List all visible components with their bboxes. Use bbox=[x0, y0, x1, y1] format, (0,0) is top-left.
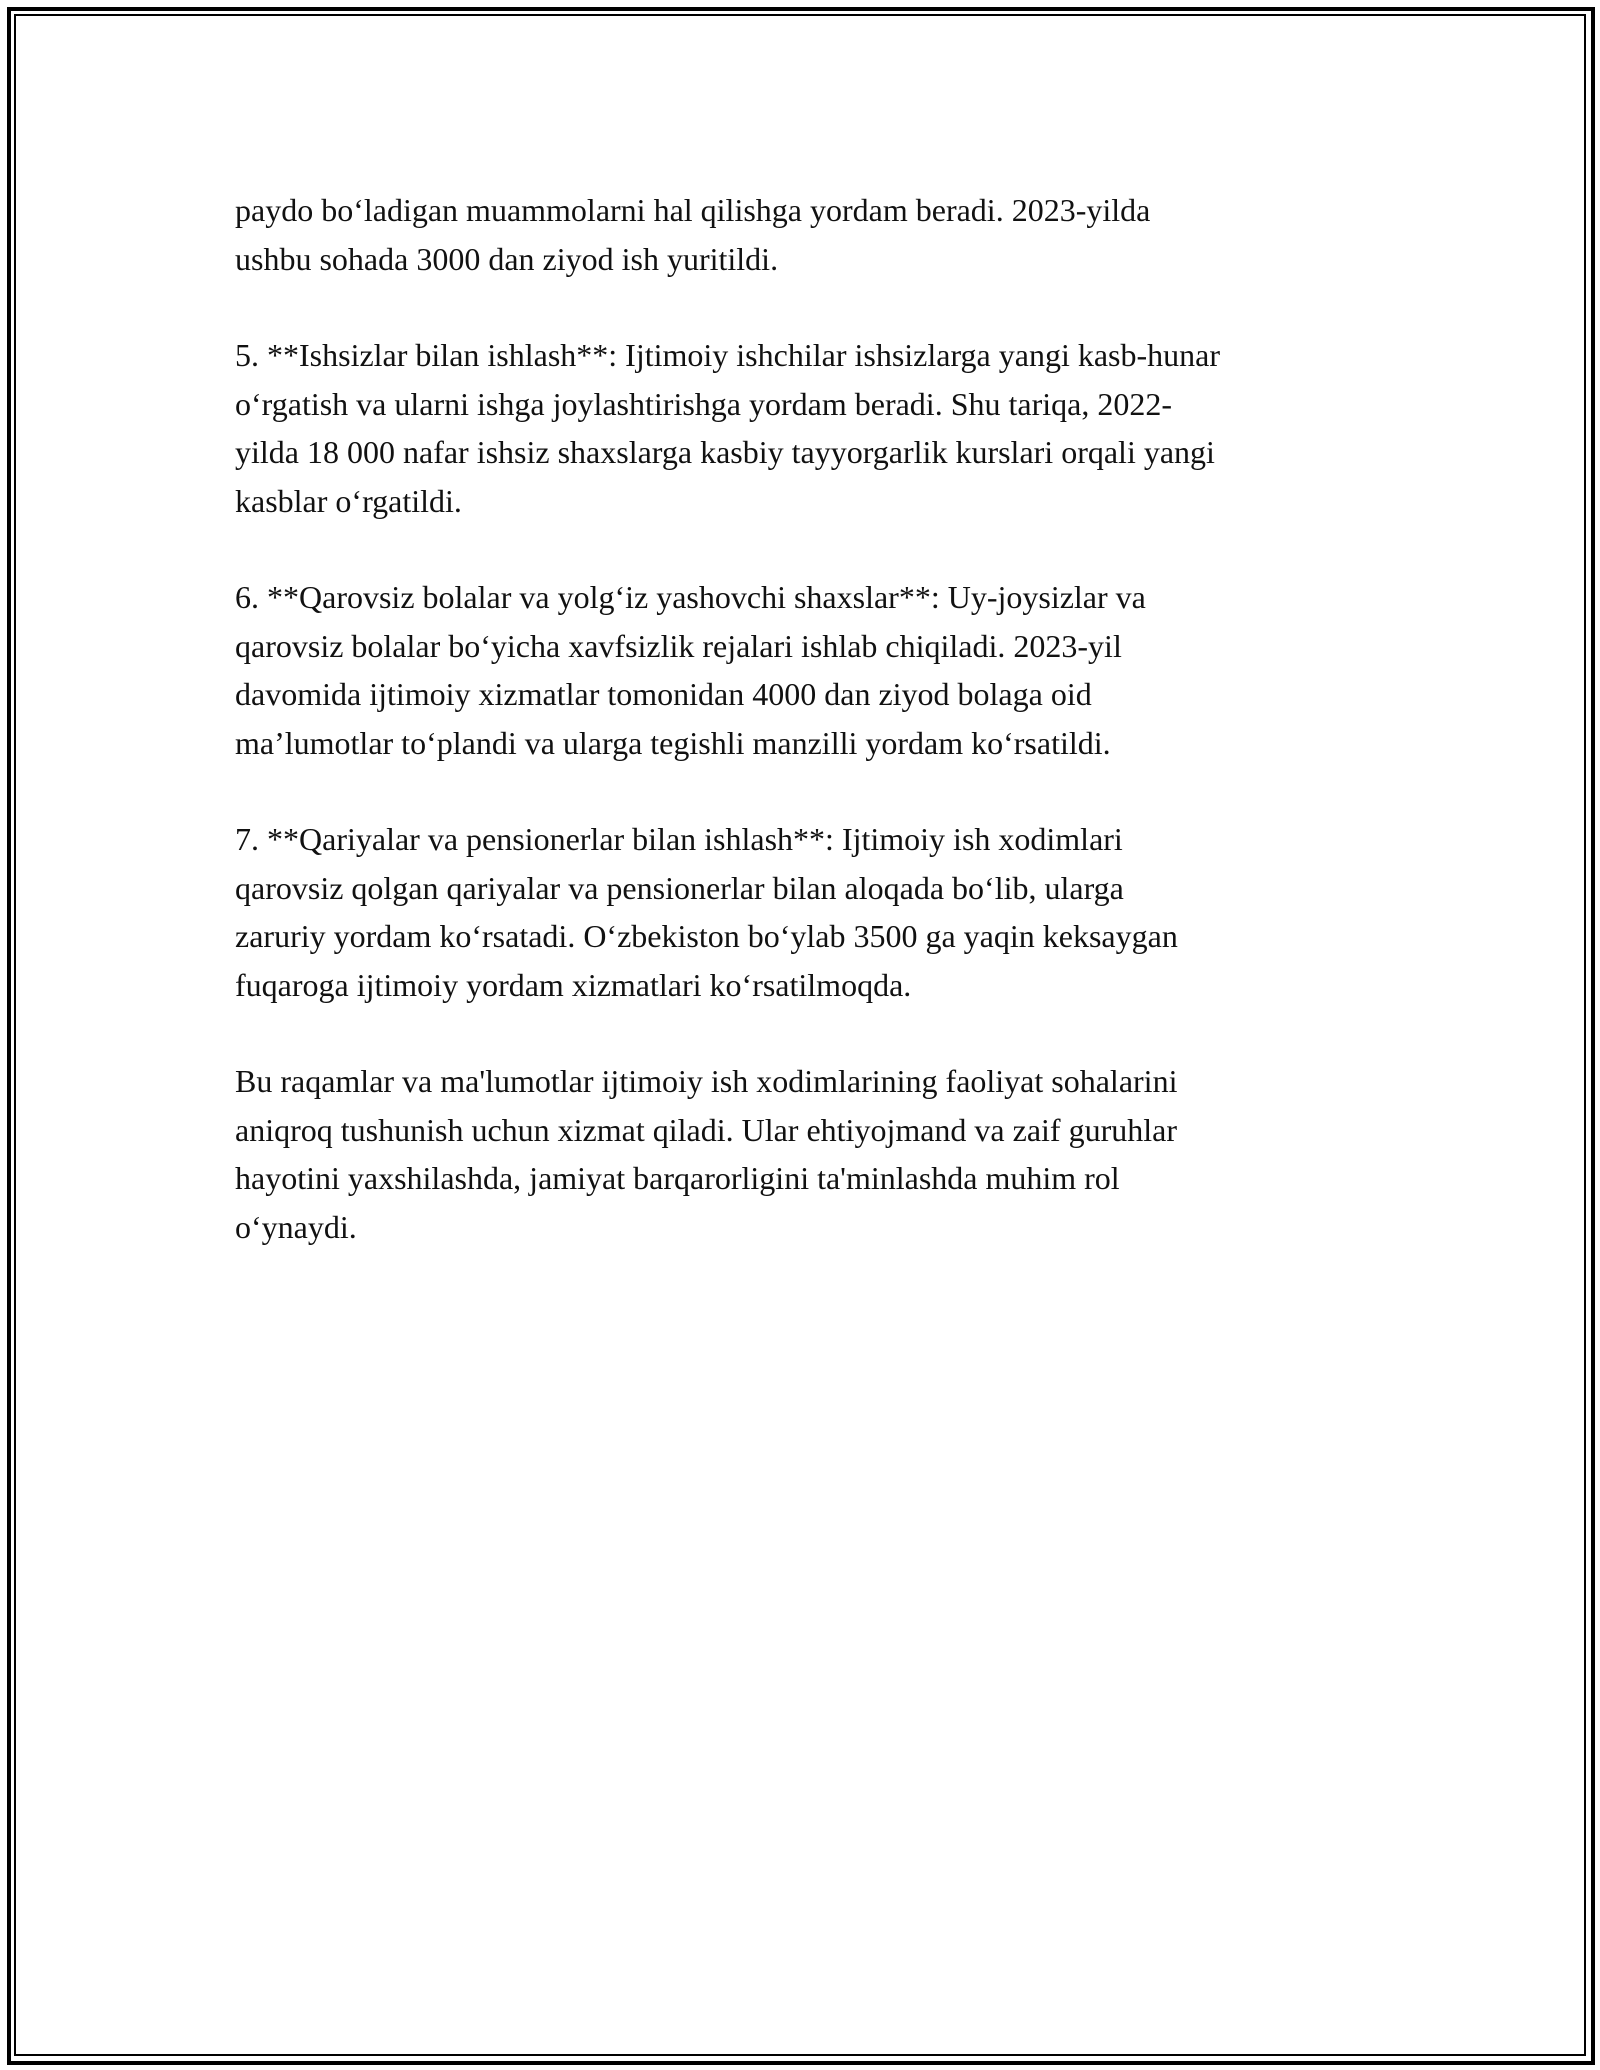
document-body bbox=[235, 186, 1405, 1299]
text-line: 7. **Qariyalar va pensionerlar bilan ishlash**: Ijtimoiy ish xodimlari bbox=[235, 821, 1123, 857]
text-line: 5. **Ishsizlar bilan ishlash**: Ijtimoiy ishchilar ishsizlarga yangi kasb-hunar bbox=[235, 337, 1220, 373]
paragraph-intro-continuation bbox=[235, 186, 1405, 283]
paragraph-conclusion bbox=[235, 1057, 1405, 1251]
paragraph-item-7 bbox=[235, 815, 1405, 1009]
text-line: kasblar oʻrgatildi. bbox=[235, 482, 462, 519]
text-line: 6. **Qarovsiz bolalar va yolgʻiz yashovchi shaxslar**: Uy-joysizlar va bbox=[235, 579, 1146, 615]
text-line: paydo boʻladigan muammolarni hal qilishga yordam beradi. 2023-yilda bbox=[235, 192, 1151, 228]
text-line: zaruriy yordam koʻrsatadi. Oʻzbekiston boʻylab 3500 ga yaqin keksaygan bbox=[235, 918, 1178, 954]
text-line: davomida ijtimoiy xizmatlar tomonidan 4000 dan ziyod bolaga oid bbox=[235, 676, 1092, 712]
paragraph-item-6 bbox=[235, 573, 1405, 767]
text-line: oʻynaydi. bbox=[235, 1208, 357, 1245]
paragraph-item-5 bbox=[235, 331, 1405, 525]
text-line: Bu raqamlar va ma'lumotlar ijtimoiy ish xodimlarining faoliyat sohalarini bbox=[235, 1063, 1178, 1099]
text-line: oʻrgatish va ularni ishga joylashtirishga yordam beradi. Shu tariqa, 2022- bbox=[235, 385, 1172, 422]
text-line: fuqaroga ijtimoiy yordam xizmatlari koʻrsatilmoqda. bbox=[235, 966, 912, 1003]
text-line: ushbu sohada 3000 dan ziyod ish yuritildi. bbox=[235, 240, 779, 277]
text-line: qarovsiz bolalar boʻyicha xavfsizlik rejalari ishlab chiqiladi. 2023-yil bbox=[235, 627, 1122, 664]
text-line: yilda 18 000 nafar ishsiz shaxslarga kasbiy tayyorgarlik kurslari orqali yangi bbox=[235, 434, 1215, 470]
text-line: maʼlumotlar toʻplandi va ularga tegishli manzilli yordam koʻrsatildi. bbox=[235, 724, 1111, 761]
text-line: qarovsiz qolgan qariyalar va pensionerlar bilan aloqada boʻlib, ularga bbox=[235, 869, 1124, 906]
text-line: hayotini yaxshilashda, jamiyat barqarorligini ta'minlashda muhim rol bbox=[235, 1160, 1120, 1196]
text-line: aniqroq tushunish uchun xizmat qiladi. Ular ehtiyojmand va zaif guruhlar bbox=[235, 1111, 1177, 1148]
